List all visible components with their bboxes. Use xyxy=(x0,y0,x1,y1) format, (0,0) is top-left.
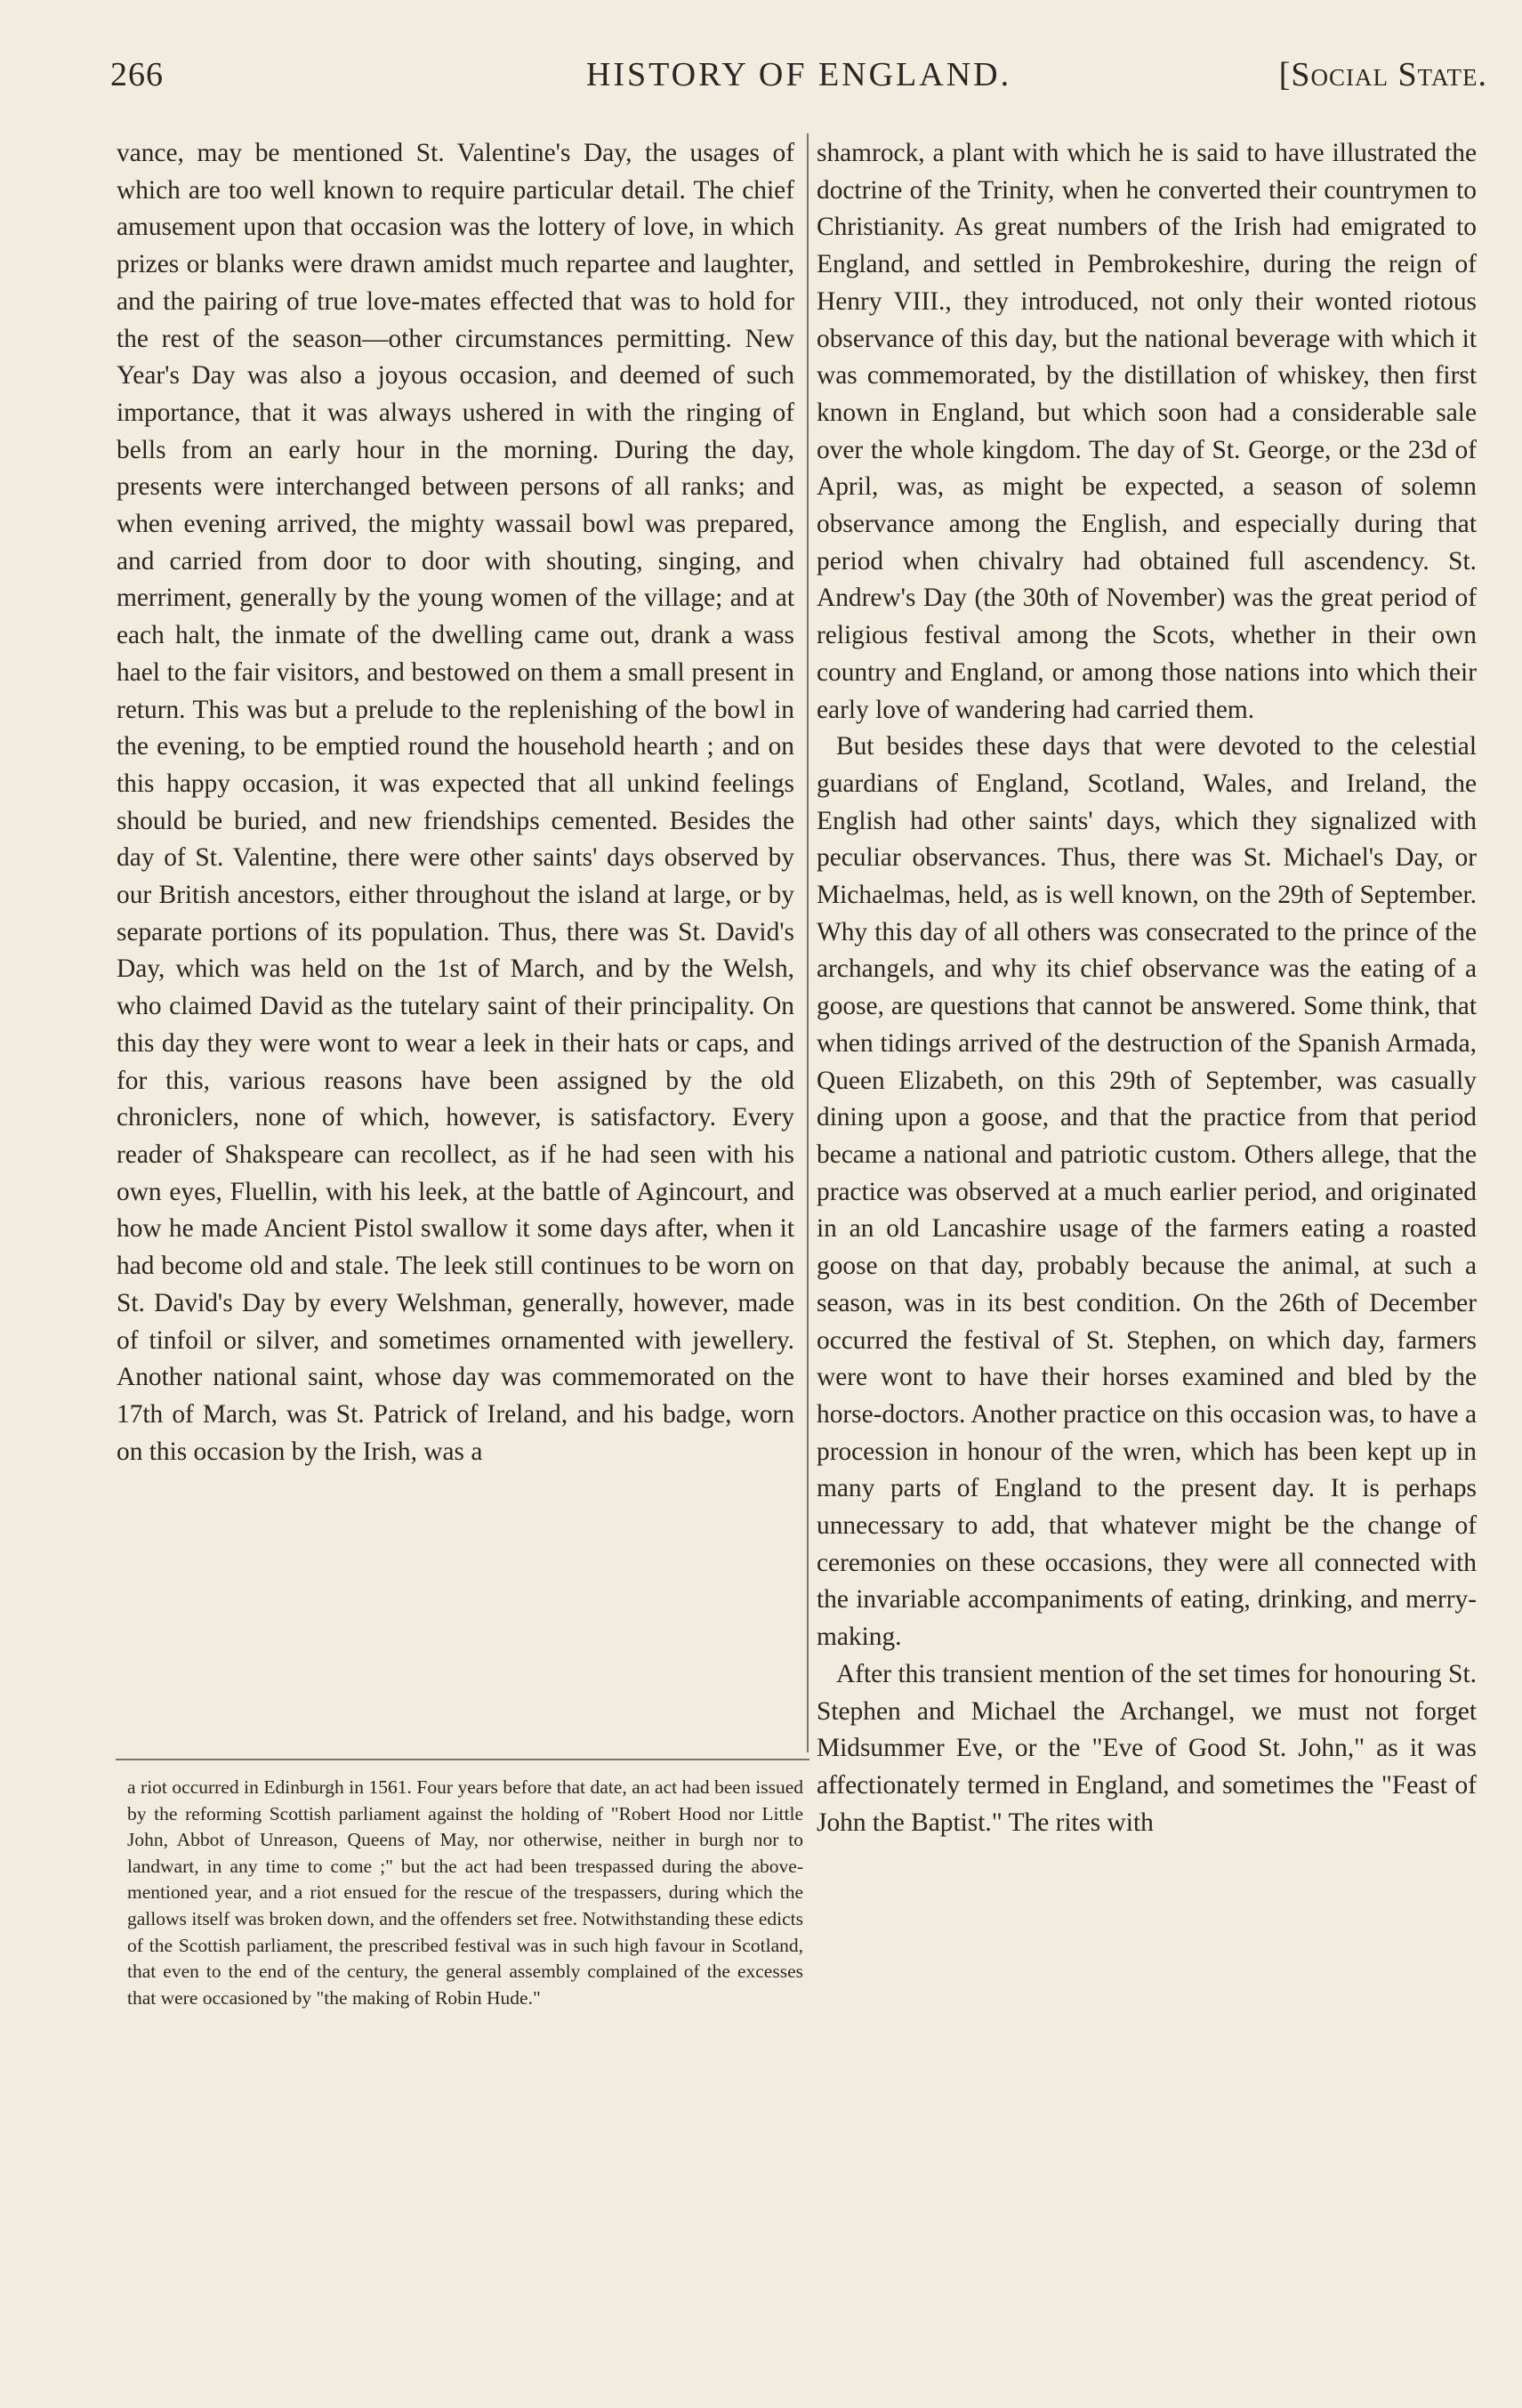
running-title: HISTORY OF ENGLAND. xyxy=(585,56,1012,93)
right-column xyxy=(817,135,1477,2395)
right-column-paragraph-2: But besides these days that were devoted to the celestial guardians of England, Scotland, Wales, and Ireland, the English had other saints' days, which they signalized with peculiar observances. Thus, there was St. Michael's Day, or Michaelmas, held, as is well known, on the 29th of September. Why this day of all others was consecrated to the prince of the archangels, and why its chief observance was the eating of a goose, are questions that cannot be answered. Some think, that when tidings arrived of the destruction of the Spanish Armada, Queen Elizabeth, on this 29th of September, was casually dining upon a goose, and that the practice from that period became a national and patriotic custom. Others allege, that the practice was observed at a much earlier period, and originated in an old Lancashire usage of the farmers eating a roasted goose on that day, probably because the animal, at such a season, was in its best condition. On the 26th of December occurred the festival of St. Stephen, on which day, farmers were wont to have their horses examined and bled by the horse-doctors. Another practice on this occasion was, to have a procession in honour of the wren, which has been kept up in many parts of England to the present day. It is perhaps unnecessary to add, that whatever might be the change of ceremonies on these occasions, they were all connected with the invariable accompaniments of eating, drinking, and merry-making. xyxy=(817,732,1477,1652)
left-column-paragraph: vance, may be mentioned St. Valentine's Day, the usages of which are too well known to require particular detail. The chief amusement upon that occasion was the lottery of love, in which prizes or blanks were drawn amidst much repartee and laughter, and the pairing of true love-mates effected that was to hold for the rest of the season—other circumstances permitting. New Year's Day was also a joyous occasion, and deemed of such importance, that it was always ushered in with the ringing of bells from an early hour in the morning. During the day, presents were interchanged between persons of all ranks; and when evening arrived, the mighty wassail bowl was prepared, and carried from door to door with shouting, singing, and merriment, generally by the young women of the village; and at each halt, the inmate of the dwelling came out, drank a wass hael to the fair visitors, and bestowed on them a small present in return. This was but a prelude to the replenishing of the bowl in the evening, to be emptied round the household hearth ; and on this happy occasion, it was expected that all unkind feelings should be buried, and new friendships cemented. Besides the day of St. Valentine, there were other saints' days observed by our British ancestors, either throughout the island at large, or by separate portions of its population. Thus, there was St. David's Day, which was held on the 1st of March, and by the Welsh, who claimed David as the tutelary saint of their principality. On this day they were wont to wear a leek in their hats or caps, and for this, various reasons have been assigned by the old chroniclers, none of which, however, is satisfactory. Every reader of Shakspeare can recollect, as if he had seen with his own eyes, Fluellin, with his leek, at the battle of Agincourt, and how he made Ancient Pistol swallow it some days after, when it had become old and stale. The leek still continues to be worn on St. David's Day by every Welshman, generally, however, made of tinfoil or silver, and sometimes ornamented with jewellery. Another national saint, whose day was commemorated on the 17th of March, was St. Patrick of Ireland, and his badge, worn on this occasion by the Irish, was a xyxy=(117,139,794,1466)
section-label: [Social State. xyxy=(1278,56,1487,93)
column-divider xyxy=(807,133,809,1752)
right-column-paragraph-1: shamrock, a plant with which he is said to have illustrated the doctrine of the Trinity, when he converted their countrymen to Christianity. As great numbers of the Irish had emigrated to England, and settled in Pembrokeshire, during the reign of Henry VIII., they introduced, not only their wonted riotous observance of this day, but the national beverage with which it was commemorated, by the distillation of whiskey, then first known in England, but which soon had a considerable sale over the whole kingdom. The day of St. George, or the 23d of April, was, as might be expected, a season of solemn observance among the English, and especially during that period when chivalry had obtained full ascendency. St. Andrew's Day (the 30th of November) was the great period of religious festival among the Scots, whether in their own country and England, or among those nations into which their early love of wandering had carried them. xyxy=(817,139,1477,724)
right-column-paragraph-3: After this transient mention of the set times for honouring St. Stephen and Michael the Archangel, we must not forget Midsummer Eve, or the "Eve of Good St. John," as it was affectionately termed in England, and sometimes the "Feast of John the Baptist." The rites with xyxy=(817,1659,1477,1837)
footnote xyxy=(127,1775,803,2326)
left-column xyxy=(117,135,794,1750)
footnote-text: a riot occurred in Edinburgh in 1561. Four years before that date, an act had been issued by the reforming Scottish parliament against the holding of "Robert Hood nor Little John, Abbot of Unreason, Queens of May, nor otherwise, neither in burgh nor to landwart, in any time to come ;" but the act had been trespassed during the above-mentioned year, and a riot ensued for the rescue of the trespassers, during which the gallows itself was broken down, and the offenders set free. Notwithstanding these edicts of the Scottish parliament, the prescribed festival was in such high favour in Scotland, that even to the end of the century, the general assembly complained of the excesses that were occasioned by "the making of Robin Hude." xyxy=(127,1776,803,2009)
page-header xyxy=(110,55,1487,100)
page-number: 266 xyxy=(110,56,164,93)
footnote-rule xyxy=(116,1759,809,1760)
